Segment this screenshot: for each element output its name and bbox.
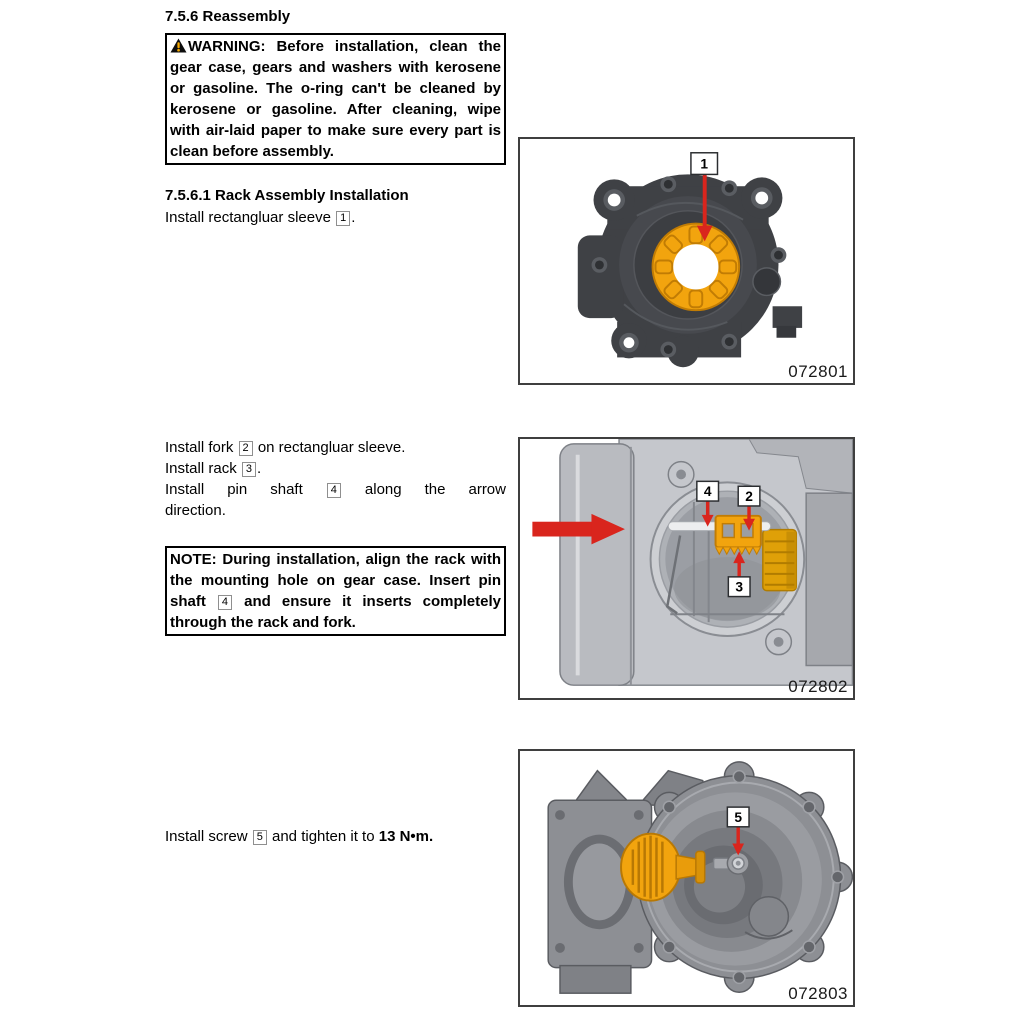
step-block bbox=[165, 437, 506, 521]
note-box bbox=[165, 546, 506, 636]
step-text: and tighten it to bbox=[267, 828, 379, 845]
callout-ref-4: 4 bbox=[327, 483, 341, 498]
callout-ref-3: 3 bbox=[242, 462, 256, 477]
step-install-fork bbox=[165, 437, 506, 458]
step-text: Install fork bbox=[165, 439, 238, 456]
subsection-heading: 7.5.6.1 Rack Assembly Installation bbox=[165, 187, 409, 204]
step-install-pin-shaft bbox=[165, 479, 506, 500]
figure-072802 bbox=[518, 437, 855, 700]
callout-ref-5: 5 bbox=[253, 830, 267, 845]
step-install-pin-shaft-cont: direction. bbox=[165, 502, 226, 519]
step-text: along the arrow bbox=[341, 481, 506, 498]
step-text: Install rectangluar sleeve bbox=[165, 209, 336, 226]
figure-number: 072803 bbox=[788, 984, 848, 1003]
note-text: and ensure it inserts completely through the rack and fork. bbox=[170, 593, 501, 631]
callout-number: 2 bbox=[745, 489, 753, 505]
figure-072801 bbox=[518, 137, 855, 385]
figure-number: 072802 bbox=[788, 677, 848, 696]
warning-label: WARNING: bbox=[188, 38, 266, 55]
torque-value: 13 N•m. bbox=[378, 828, 434, 845]
callout-number: 5 bbox=[734, 809, 743, 825]
callout-ref-2: 2 bbox=[239, 441, 253, 456]
rack-part bbox=[763, 530, 796, 591]
warning-triangle-icon bbox=[170, 38, 187, 53]
figure-number: 072801 bbox=[788, 362, 848, 381]
step-install-rack bbox=[165, 458, 506, 479]
gear-case-side-illustration bbox=[520, 439, 853, 698]
fork-part bbox=[716, 516, 761, 554]
step-text: . bbox=[351, 209, 356, 226]
step-install-screw bbox=[165, 826, 506, 847]
callout-number: 4 bbox=[703, 484, 712, 500]
callout-ref-4b: 4 bbox=[218, 595, 232, 610]
step-text: on rectangluar sleeve. bbox=[253, 439, 406, 456]
gear-case-cavity-illustration bbox=[520, 751, 853, 1005]
callout-ref-1: 1 bbox=[336, 211, 350, 226]
section-heading: 7.5.6 Reassembly bbox=[165, 8, 291, 25]
note-text: NOTE: During installation, align the rack with the mounting hole on gear case. Insert pin shaft bbox=[170, 551, 501, 610]
callout-number: 1 bbox=[700, 156, 709, 172]
step-text: Install rack bbox=[165, 460, 241, 477]
figure-072803 bbox=[518, 749, 855, 1007]
warning-box bbox=[165, 33, 506, 165]
step-text: . bbox=[256, 460, 262, 477]
step-install-sleeve bbox=[165, 207, 506, 228]
callout-number: 3 bbox=[735, 579, 744, 595]
rectangular-sleeve-part bbox=[653, 224, 740, 311]
warning-text: Before installation, clean the gear case, gears and washers with kerosene or gasoline. The o-ring can't be cleaned by kerosene or gasoline. After cleaning, wipe with air-laid paper to make sure every part is clean before assembly. bbox=[170, 38, 501, 160]
step-text: Install pin shaft bbox=[165, 481, 326, 498]
step-text: Install screw bbox=[165, 828, 252, 845]
gear-case-front-illustration bbox=[520, 139, 853, 383]
